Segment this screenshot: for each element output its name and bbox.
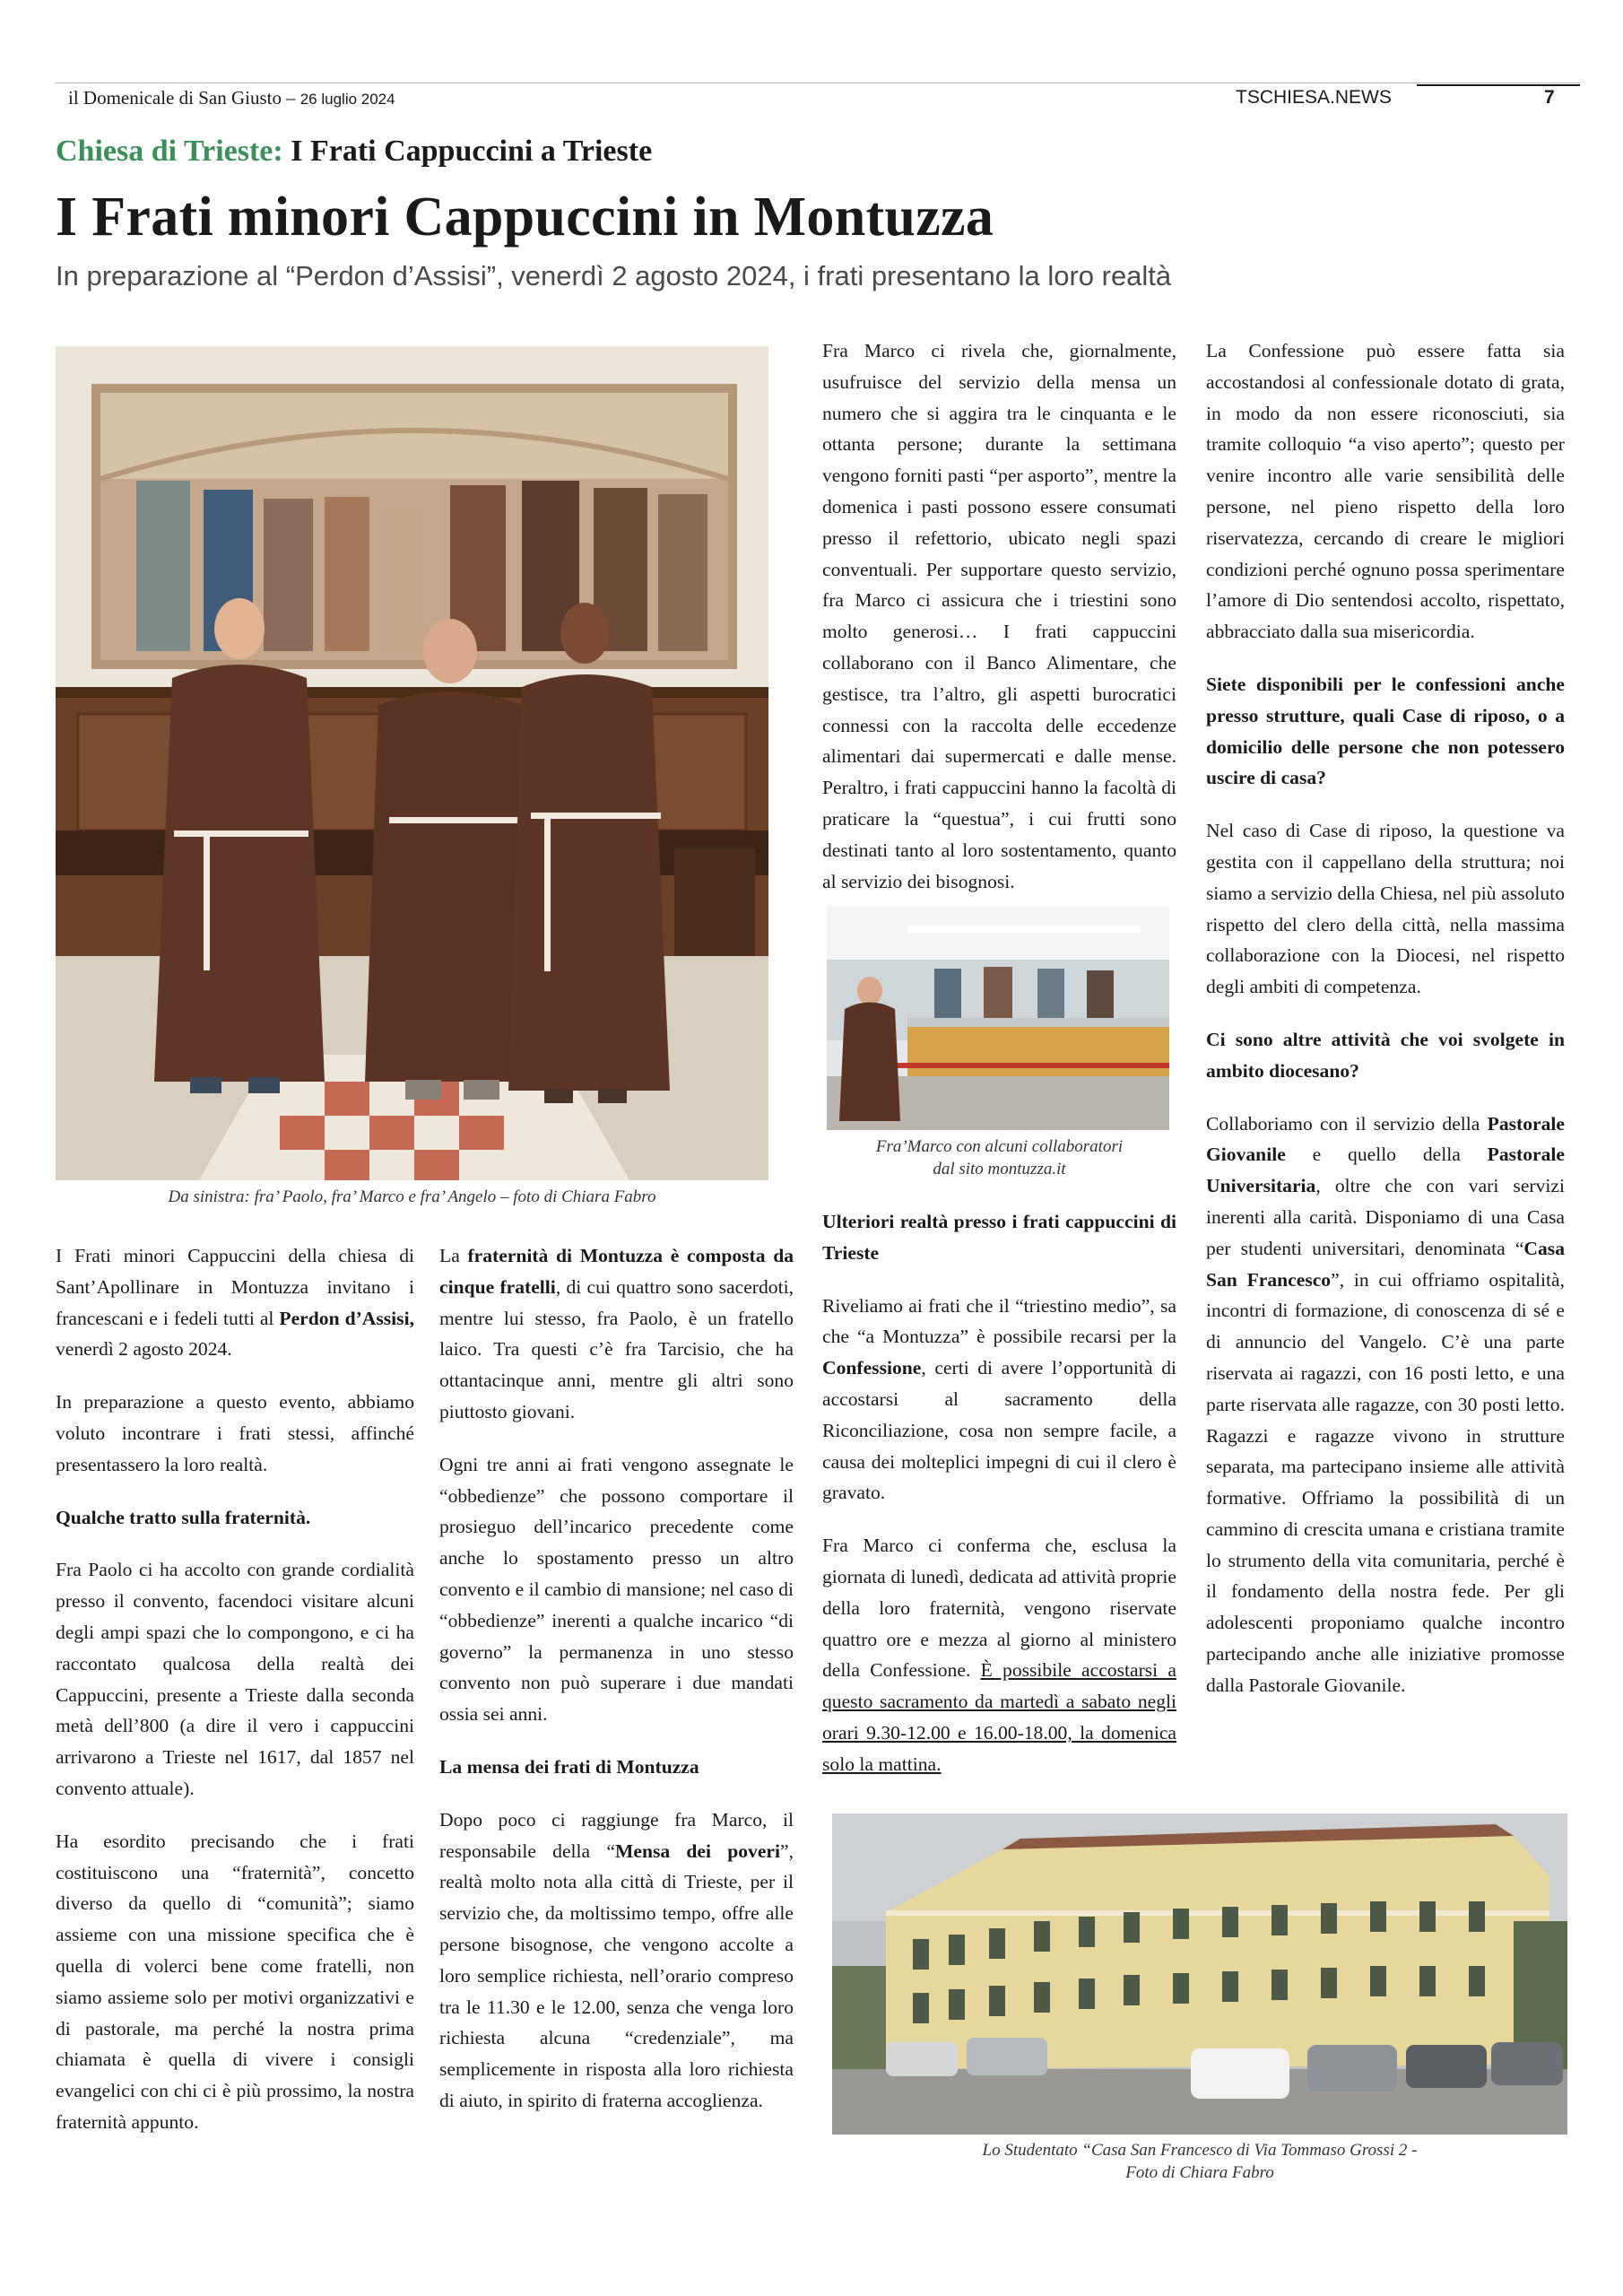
column-2 <box>439 1240 794 2138</box>
col1-heading: Qualche tratto sulla fraternità. <box>56 1506 311 1528</box>
column-3-top <box>822 335 1176 918</box>
friars-photo-caption: Da sinistra: fra’ Paolo, fra’ Marco e fra’ Angelo – foto di Chiara Fabro <box>168 1187 656 1206</box>
col4-paragraph-3 <box>1206 1109 1565 1701</box>
canteen-caption-line-1: Fra’Marco con alcuni collaboratori <box>875 1137 1124 1156</box>
col4-p3-casa-san-francesco: Casa San Francesco <box>1206 1237 1565 1291</box>
col3-heading: Ulteriori realtà presso i frati cappuccini di Trieste <box>822 1211 1176 1264</box>
col3-p3-text: Fra Marco ci conferma che, esclusa la giornata di lunedì, dedicata ad attività proprie della loro fraternità, vengono riservate quattro ore e mezza al giorno al ministero della Confessione. <box>822 1535 1176 1682</box>
building-caption-line-2: Foto di Chiara Fabro <box>1125 2163 1274 2182</box>
article-title: I Frati minori Cappuccini in Montuzza <box>56 187 994 248</box>
friars-photo <box>56 346 768 1180</box>
col2-p3-lead: Dopo poco ci raggiunge fra Marco, il responsabile della “ <box>439 1808 794 1862</box>
canteen-photo <box>827 906 1169 1130</box>
col4-paragraph-2: Nel caso di Case di riposo, la questione va gestita con il cappellano della struttura; noi siamo a servizio della Chiesa, nel più assoluto rispetto del clero della città, nella massima collaborazione con la Diocesi, nel rispetto degli ambiti di competenza. <box>1206 820 1565 998</box>
col2-paragraph-1 <box>439 1240 794 1428</box>
publication-name: il Domenicale di San Giusto <box>68 87 282 109</box>
col1-paragraph-2: In preparazione a questo evento, abbiamo voluto incontrare i frati stessi, affinché presentassero la loro realtà. <box>56 1391 414 1475</box>
col3-p2-text: , certi di avere l’opportunità di accostarsi al sacramento della Riconciliazione, cosa non sempre facile, a causa dei molteplici impegni di cui il clero è gravato. <box>822 1357 1176 1504</box>
building-illustration <box>832 1813 1567 2135</box>
canteen-caption-line-2: dal sito montuzza.it <box>933 1160 1066 1178</box>
col1-p1-text: I Frati minori Cappuccini della chiesa di Sant’Apollinare in Montuzza invitano i francescani e i fedeli tutti al <box>56 1245 414 1329</box>
col2-paragraph-3 <box>439 1805 794 2117</box>
col1-paragraph-1 <box>56 1240 414 1365</box>
col4-question-2: Ci sono altre attività che voi svolgete in ambito diocesano? <box>1206 1028 1565 1082</box>
col4-p3-c: e quello della <box>1312 1144 1461 1166</box>
building-caption <box>832 2139 1567 2184</box>
col2-heading: La mensa dei frati di Montuzza <box>439 1755 699 1778</box>
col4-p3-a: Collaboriamo con il servizio della <box>1206 1112 1480 1135</box>
column-4 <box>1206 335 1565 1723</box>
col3-paragraph-2 <box>822 1291 1176 1509</box>
friars-illustration <box>56 346 768 1180</box>
canteen-illustration <box>827 906 1169 1130</box>
col4-paragraph-1: La Confessione può essere fatta sia accostandosi al confessionale dotato di grata, in modo da non essere riconosciuti, sia tramite colloquio “a viso aperto”; questo per venire incontro alle varie sensibilità delle persone, nel pieno rispetto della loro riservatezza, cercando di creare le migliori condizioni perché ognuno possa sperimentare l’amore di Dio sentendosi accolto, rispettato, abbracciato dalla sua misericordia. <box>1206 340 1565 643</box>
issue-date: 26 luglio 2024 <box>299 91 395 108</box>
col1-paragraph-3: Fra Paolo ci ha accolto con grande cordialità presso il convento, facendoci visitare alcuni degli ampi spazi che lo compongono, e ci ha raccontato qualcosa della realtà dei Cappuccini, presente a Trieste dalla seconda metà dell’800 (a dire il vero i cappuccini arrivarono a Trieste nel 1617, dal 1857 nel convento attuale). <box>56 1559 414 1799</box>
building-photo <box>832 1813 1567 2135</box>
col2-paragraph-2: Ogni tre anni ai frati vengono assegnate le “obbedienze” che possono comportare il prosieguo dell’incarico precedente come anche lo spostamento presso un altro convento e il cambio di mansione; nel caso di “obbedienze” inerenti a qualche incarico “di governo” la permanenza in uno stesso convento non può superare i due mandati ossia sei anni. <box>439 1453 794 1726</box>
col4-question-1: Siete disponibili per le confessioni anche presso strutture, quali Case di riposo, o a domicilio delle persone che non potessero uscire di casa? <box>1206 673 1565 789</box>
col2-p1-bold: fraternità di Montuzza è composta da cinque fratelli <box>439 1245 794 1298</box>
col3-paragraph-1: Fra Marco ci rivela che, giornalmente, usufruisce del servizio della mensa un numero che si aggira tra le cinquanta e le ottanta persone; durante la settimana vengono forniti pasti “per asporto”, mentre la domenica i pasti possono essere consumati presso il refettorio, ubicato negli spazi conventuali. Per supportare questo servizio, fra Marco ci assicura che i triestini sono molto generosi… I frati cappuccini collaborano con il Banco Alimentare, che gestisce, tra l’altro, gli aspetti burocratici connessi con la raccolta delle eccedenze alimentari dai supermercati e dalle mense. Peraltro, i frati cappuccini hanno la facoltà di praticare la “questua”, i cui frutti sono destinati tanto al loro sostentamento, quanto al servizio dei bisognosi. <box>822 340 1176 892</box>
col4-p3-pastorale-giovanile: Pastorale Giovanile <box>1206 1112 1565 1166</box>
article-subtitle: In preparazione al “Perdon d’Assisi”, venerdì 2 agosto 2024, i frati presentano la loro realtà <box>56 260 1172 291</box>
column-1 <box>56 1240 414 2160</box>
col1-p1-date: venerdì 2 agosto 2024. <box>56 1338 232 1361</box>
col3-paragraph-3 <box>822 1530 1176 1779</box>
col1-p1-event: Perdon d’Assisi, <box>279 1307 414 1329</box>
col2-p1-lead: La <box>439 1245 460 1266</box>
col4-p3-e: , oltre che con vari servizi inerenti alla carità. Disponiamo di una Casa per studenti universitari, denominata “ <box>1206 1175 1565 1259</box>
header-rule-accent <box>1417 84 1580 86</box>
col4-p3-g: ”, in cui offriamo ospitalità, incontri di formazione, di conoscenza di sé e di annuncio del Vangelo. C’è una parte riservata ai ragazzi, con 16 posti letto, e una parte riservata alle ragazze, con 30 posti letto. Ragazzi e ragazze vivono in strutture separata, ma partecipano insieme alle attività formative. Offriamo la possibilità di un cammino di crescita umana e cristiana tramite lo strumento della vita comunitaria, perché è il fondamento della nostra fede. Per gli adolescenti proponiamo qualche incontro partecipando anche alle iniziative promosse dalla Pastorale Giovanile. <box>1206 1268 1565 1696</box>
section-label: Chiesa di Trieste: <box>56 135 283 168</box>
site-name: TSCHIESA.NEWS <box>1236 87 1392 108</box>
page-number: 7 <box>1544 87 1555 108</box>
building-caption-line-1: Lo Studentato “Casa San Francesco di Via Tommaso Grossi 2 - <box>982 2141 1418 2160</box>
col2-p3-bold: Mensa dei poveri <box>614 1839 781 1862</box>
column-3-bottom <box>822 1206 1176 1802</box>
col3-p2-bold: Confessione <box>822 1357 922 1379</box>
publication-line: il Domenicale di San Giusto – 26 luglio 2024 <box>68 87 395 109</box>
col2-p1-text: , di cui quattro sono sacerdoti, mentre lui stesso, fra Paolo, è un fratello laico. Tra questi c’è fra Tarcisio, che ha ottantacinque anni, mentre gli altri sono piuttosto giovani. <box>439 1275 794 1422</box>
section-topic: I Frati Cappuccini a Trieste <box>291 135 653 168</box>
canteen-caption <box>822 1135 1176 1180</box>
section-kicker <box>56 133 652 170</box>
col2-p3-text: ”, realtà molto nota alla città di Trieste, per il servizio che, da moltissimo tempo, offre alle persone bisognose, che vengono accolte a loro semplice richiesta, nell’orario compreso tra le 11.30 e le 12.00, senza che venga loro richiesta alcuna “credenziale”, ma semplicemente in risposta alla loro richiesta di aiuto, in spirito di fraterna accoglienza. <box>439 1839 794 2111</box>
col3-p2-lead: Riveliamo ai frati che il “triestino medio”, sa che “a Montuzza” è possibile recarsi per la <box>822 1294 1176 1348</box>
col1-paragraph-4: Ha esordito precisando che i frati costituiscono una “fraternità”, concetto diverso da quello di “comunità”; siamo assieme con una missione specifica che è quella di volerci bene come fratelli, non siamo assieme solo per motivi organizzativi e di pastorale, ma perché la nostra prima chiamata è quella di vivere i consigli evangelici con chi ci è più prossimo, la nostra fraternità appunto. <box>56 1830 414 2133</box>
col4-p3-pastorale-universitaria: Pastorale Universitaria <box>1206 1144 1565 1197</box>
col3-p3-schedule: È possibile accostarsi a questo sacramento da martedì a sabato negli orari 9.30-12.00 e 16.00-18.00, la domenica solo la mattina. <box>822 1659 1176 1775</box>
